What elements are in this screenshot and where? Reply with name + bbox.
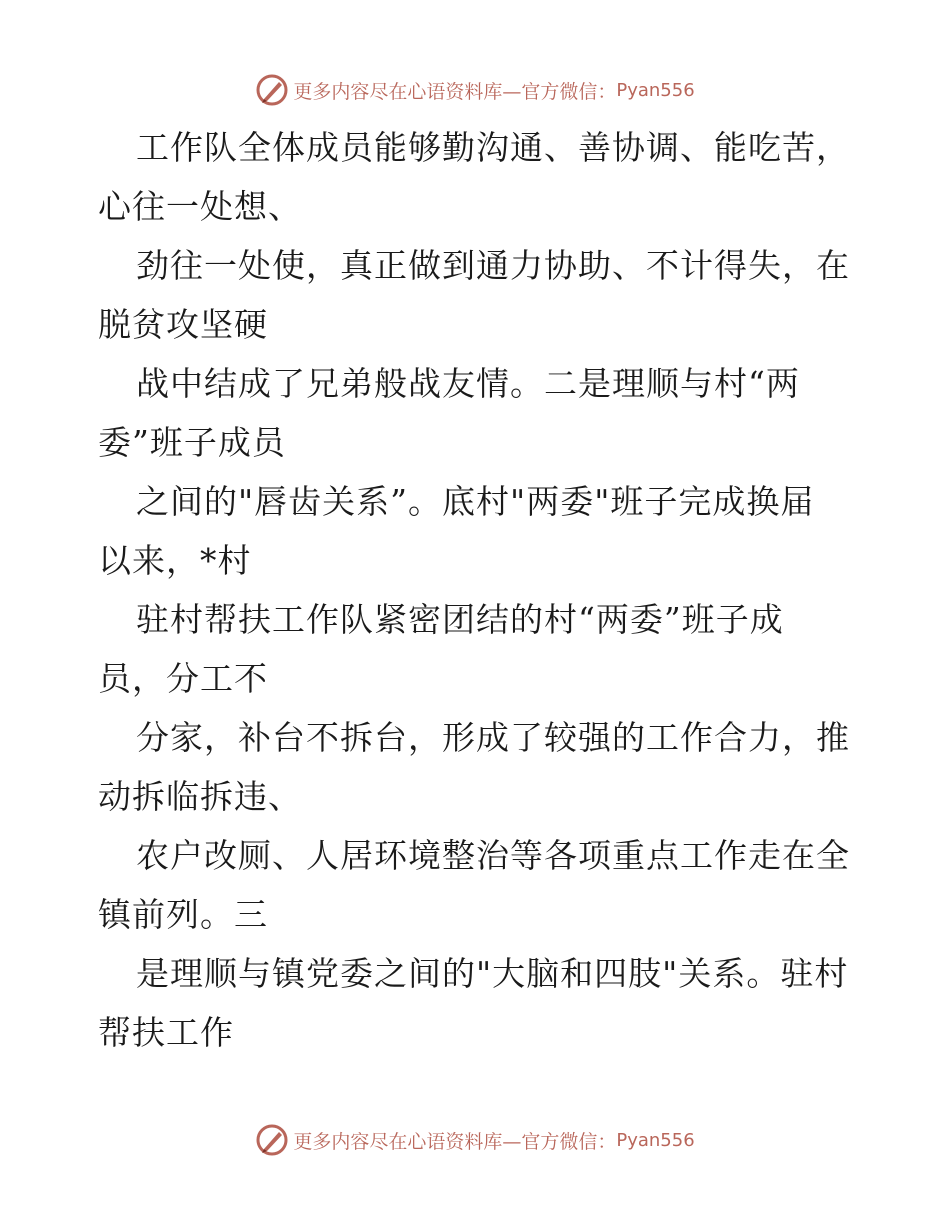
body-line-7: 之间的"唇齿关系”。底村"两委"班子完成换届 xyxy=(136,482,815,521)
watermark-handle: Pyan556 xyxy=(616,1129,695,1151)
body-line-14: 镇前列。三 xyxy=(98,895,268,934)
body-line-15: 是理顺与镇党委之间的"大脑和四肢"关系。驻村 xyxy=(136,954,849,993)
body-line-8: 以来，*村 xyxy=(98,541,252,580)
watermark-header xyxy=(0,70,950,110)
body-line-11: 分家，补台不拆台，形成了较强的工作合力，推 xyxy=(136,718,850,757)
watermark-footer xyxy=(0,1120,950,1160)
watermark-handle: Pyan556 xyxy=(616,79,695,101)
body-line-2: 心往一处想、 xyxy=(98,187,302,226)
document-body xyxy=(98,118,858,1062)
body-line-4: 脱贫攻坚硬 xyxy=(98,305,268,344)
body-line-9: 驻村帮扶工作队紧密团结的村“两委”班子成 xyxy=(136,600,784,639)
body-line-10: 员，分工不 xyxy=(98,659,268,698)
body-line-6: 委”班子成员 xyxy=(98,423,286,462)
body-line-13: 农户改厕、人居环境整治等各项重点工作走在全 xyxy=(136,836,850,875)
writing-brush-icon xyxy=(255,1123,289,1157)
body-line-5: 战中结成了兄弟般战友情。二是理顺与村“两 xyxy=(136,364,800,403)
body-line-3: 劲往一处使，真正做到通力协助、不计得失，在 xyxy=(136,246,850,285)
writing-brush-icon xyxy=(255,73,289,107)
watermark-text: 更多内容尽在心语资料库—官方微信： xyxy=(293,80,617,103)
body-line-1: 工作队全体成员能够勤沟通、善协调、能吃苦， xyxy=(136,128,850,167)
body-line-16: 帮扶工作 xyxy=(98,1013,234,1052)
watermark-text: 更多内容尽在心语资料库—官方微信： xyxy=(293,1130,617,1153)
body-line-12: 动拆临拆违、 xyxy=(98,777,302,816)
